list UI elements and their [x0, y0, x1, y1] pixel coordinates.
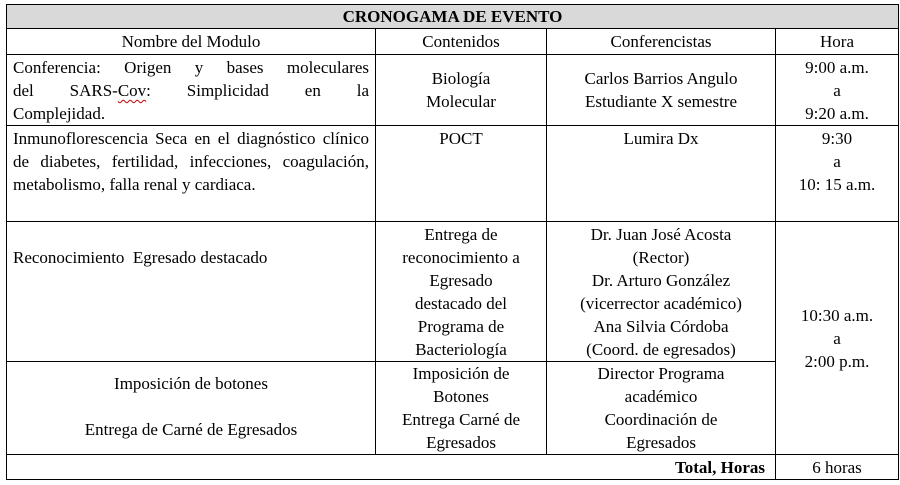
speaker-text: (Rector) [632, 248, 690, 267]
contents-text: Bacteriología [415, 340, 507, 359]
speakers-cell [547, 362, 776, 455]
time-text: 10:30 a.m. [800, 305, 874, 325]
speaker-text: (Coord. de egresados) [586, 340, 736, 359]
table-title: CRONOGAMA DE EVENTO [7, 5, 899, 29]
table-row [7, 362, 899, 455]
header-module: Nombre del Modulo [7, 29, 376, 55]
time-cell [776, 55, 899, 126]
total-row [7, 455, 899, 480]
speaker-text: Ana Silvia Córdoba [593, 317, 729, 336]
time-text: a [833, 81, 841, 100]
module-cell: Inmunoflorescencia Seca en el diagnóstico clínico de diabetes, fertilidad, infecciones, coagulación, metabolismo, falla renal y cardiaca. [7, 126, 376, 222]
contents-text: Entrega Carné de [402, 410, 520, 429]
contents-cell: POCT [376, 126, 547, 222]
table-row [7, 126, 899, 222]
contents-cell [376, 362, 547, 455]
header-speakers: Conferencistas [547, 29, 776, 55]
time-cell-shared [776, 222, 899, 455]
contents-text: Imposición de [412, 364, 510, 383]
total-value: 6 horas [776, 455, 899, 480]
speaker-text: Dr. Arturo González [591, 271, 731, 290]
speaker-text: Estudiante X semestre [584, 92, 737, 111]
speaker-text: Dr. Juan José Acosta [590, 225, 732, 244]
time-cell [776, 126, 899, 222]
time-text: 9:20 a.m. [805, 104, 869, 123]
module-text: Imposición de botones [114, 374, 268, 393]
contents-text: reconocimiento a [402, 248, 520, 267]
module-text-part: del SARS- [13, 81, 118, 100]
speaker-text: (vicerrector académico) [580, 294, 742, 313]
speaker-text: académico [624, 387, 698, 406]
time-text: 9:00 a.m. [805, 58, 869, 77]
contents-cell [376, 55, 547, 126]
contents-text: destacado del [414, 294, 508, 313]
contents-text: Botones [433, 387, 489, 406]
spellcheck-underline: Cov [117, 81, 147, 100]
table-row [7, 222, 899, 362]
time-text: a [833, 152, 841, 171]
speaker-text: Director Programa [597, 364, 725, 383]
time-text: 10: 15 a.m. [798, 175, 876, 194]
speakers-cell [547, 55, 776, 126]
module-cell [7, 55, 376, 126]
contents-text: Egresado [429, 271, 493, 290]
schedule-table [6, 4, 899, 480]
module-text-part: : Simplicidad en la [146, 81, 369, 100]
header-time: Hora [776, 29, 899, 55]
time-text: 2:00 p.m. [804, 351, 870, 371]
speakers-cell: Lumira Dx [547, 126, 776, 222]
header-contents: Contenidos [376, 29, 547, 55]
module-text [13, 79, 369, 102]
contents-text: Molecular [426, 92, 496, 111]
speaker-text: Coordinación de [604, 410, 718, 429]
contents-text: Programa de [417, 317, 505, 336]
module-cell [7, 362, 376, 455]
total-label: Total, Horas [7, 455, 776, 480]
contents-text: Egresados [426, 433, 496, 452]
contents-text: Biología [431, 69, 491, 88]
module-text: Entrega de Carné de Egresados [84, 420, 298, 439]
module-text: Complejidad. [13, 104, 106, 123]
contents-text: Entrega de [424, 225, 498, 244]
time-text: 9:30 [821, 129, 853, 148]
contents-cell [376, 222, 547, 362]
speakers-cell [547, 222, 776, 362]
title-row [7, 5, 899, 29]
speaker-text: Carlos Barrios Angulo [584, 69, 738, 88]
header-row [7, 29, 899, 55]
table-row [7, 55, 899, 126]
module-text: Reconocimiento Egresado destacado [13, 248, 268, 267]
schedule-document [6, 4, 898, 480]
module-cell [7, 222, 376, 362]
speaker-text: Egresados [626, 433, 696, 452]
spacer [13, 395, 369, 418]
module-text: Conferencia: Origen y bases moleculares [13, 58, 369, 77]
time-text: a [833, 328, 841, 348]
